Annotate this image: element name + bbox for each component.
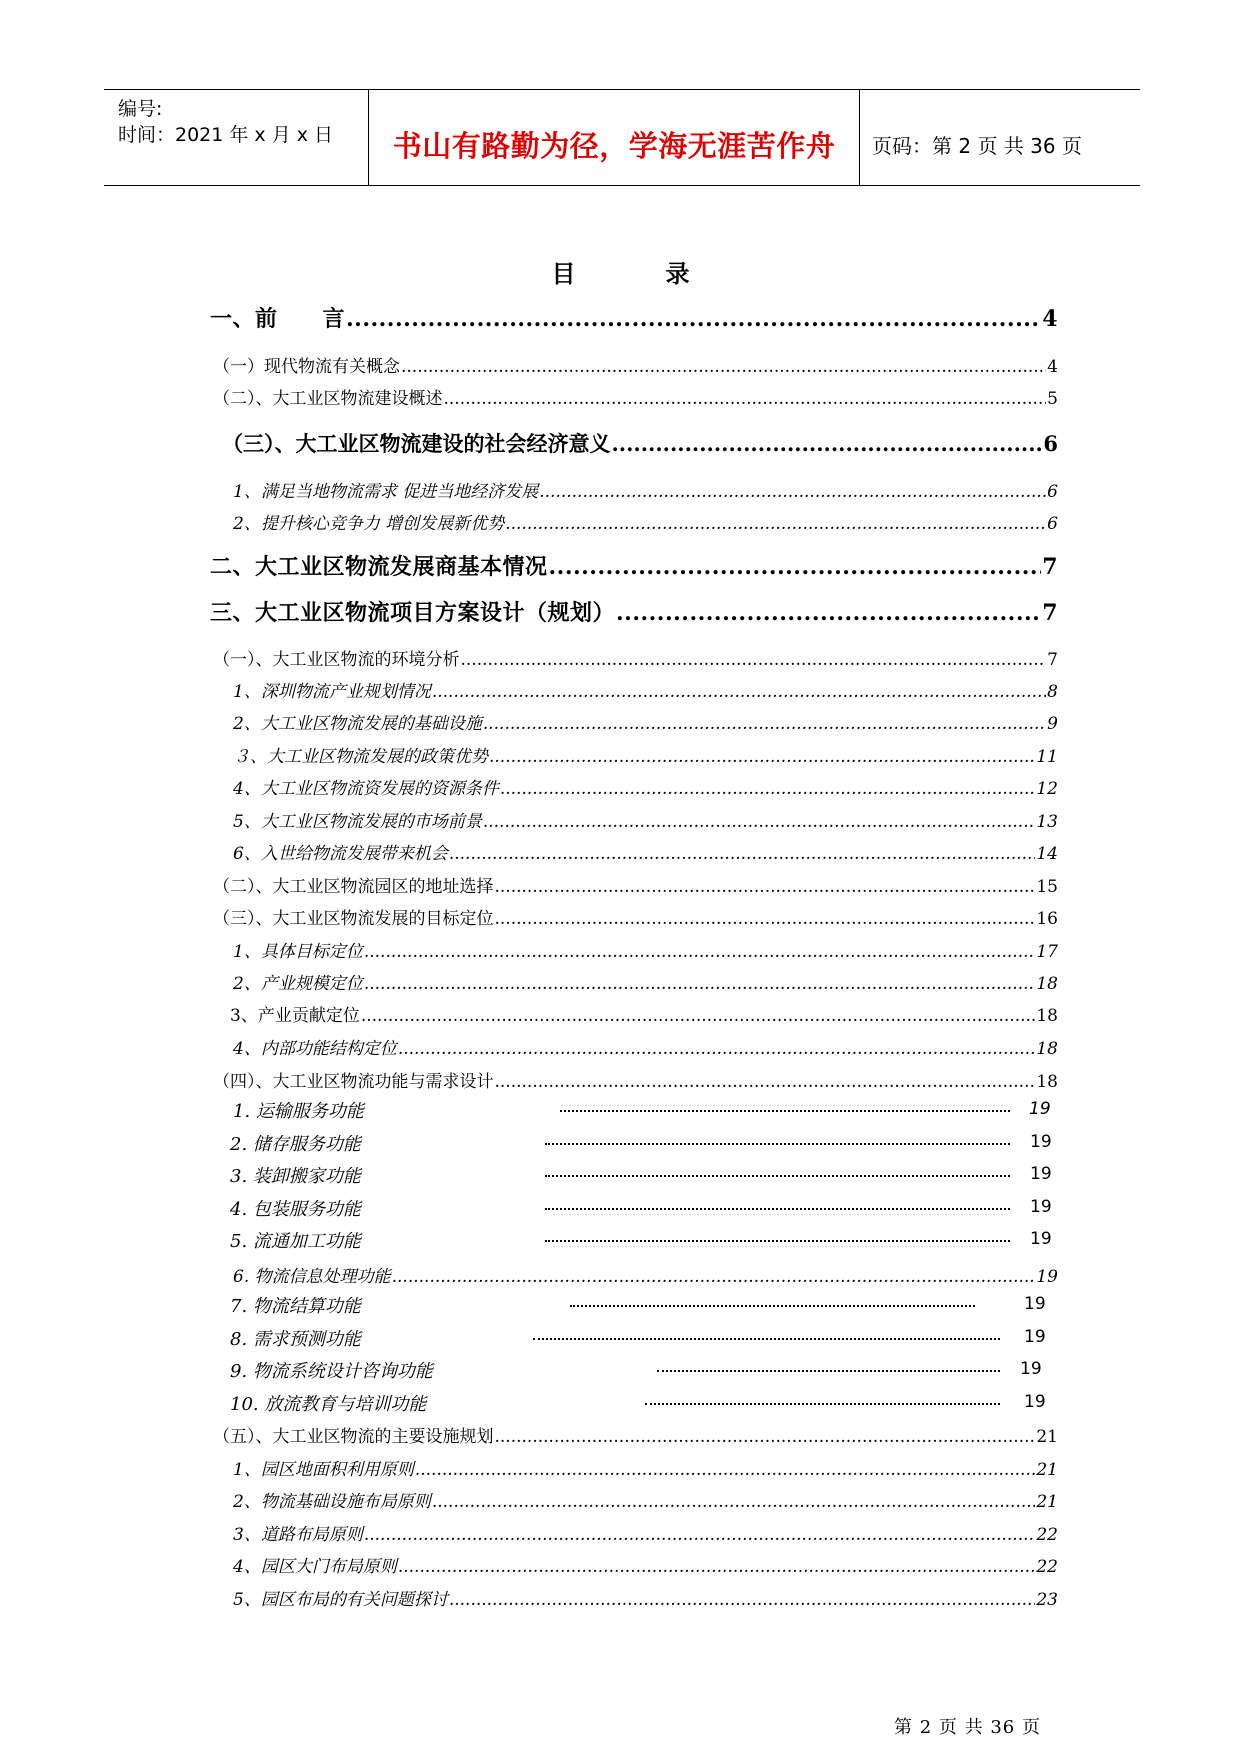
- toc-entry[interactable]: [213, 645, 1058, 670]
- toc-entry-label[interactable]: 4. 包装服务功能: [230, 1199, 361, 1220]
- toc-leader-dots: [612, 431, 1043, 456]
- toc-leader-dots: [449, 1590, 1036, 1610]
- toc-entry-label: 5、大工业区物流发展的市场前景: [233, 812, 482, 832]
- toc-entry-page: 9: [1047, 714, 1058, 734]
- toc-entry-label: 4、大工业区物流资发展的资源条件: [233, 779, 499, 799]
- toc-entry[interactable]: [213, 352, 1058, 377]
- toc-leader-dots: [364, 942, 1036, 962]
- toc-entry[interactable]: [233, 1455, 1058, 1480]
- toc-entry-page: 13: [1036, 812, 1058, 832]
- toc-entry[interactable]: [233, 807, 1058, 832]
- toc-entry[interactable]: [233, 709, 1058, 734]
- toc-entry-page: 19: [1030, 1197, 1052, 1217]
- toc-entry-page: 12: [1036, 779, 1058, 799]
- toc-entry-page: 22: [1036, 1557, 1058, 1577]
- toc-entry-label: 1、具体目标定位: [233, 942, 363, 962]
- toc-entry-label: 2、物流基础设施布局原则: [233, 1492, 431, 1512]
- toc-leader-dots: [545, 1141, 1010, 1145]
- toc-entry-page: 19: [1030, 1164, 1052, 1184]
- toc-leader-dots: [415, 1460, 1036, 1480]
- toc-entry-page: 19: [1036, 1267, 1058, 1287]
- toc-entry-label: （四）、大工业区物流功能与需求设计: [213, 1072, 494, 1092]
- toc-entry-label: 三、大工业区物流项目方案设计（规划）: [210, 600, 616, 626]
- toc-entry-label: 6. 物流信息处理功能: [233, 1267, 391, 1287]
- toc-entry[interactable]: [213, 872, 1058, 897]
- toc-entry-page: 19: [1029, 1099, 1051, 1119]
- toc-entry-page: 19: [1030, 1229, 1052, 1249]
- toc-entry-label: （一）、大工业区物流的环境分析: [213, 650, 460, 670]
- toc-leader-dots: [361, 1006, 1036, 1026]
- toc-entry-label: 二、大工业区物流发展商基本情况: [210, 554, 548, 580]
- toc-entry-page: 15: [1036, 877, 1058, 897]
- toc-entry-label[interactable]: 1. 运输服务功能: [233, 1101, 364, 1122]
- toc-leader-dots: [560, 1108, 1010, 1112]
- toc-entry-page: 21: [1036, 1427, 1058, 1447]
- toc-entry[interactable]: [233, 1585, 1058, 1610]
- toc-entry-page: 5: [1047, 389, 1058, 409]
- toc-entry-page: 4: [1042, 306, 1058, 332]
- document-code-label: 编号:: [118, 98, 163, 120]
- toc-entry-label[interactable]: 8. 需求预测功能: [230, 1329, 361, 1350]
- toc-entry[interactable]: [213, 1067, 1058, 1092]
- toc-leader-dots: [346, 306, 1041, 332]
- toc-leader-dots: [505, 514, 1046, 534]
- toc-leader-dots: [444, 389, 1047, 409]
- toc-entry-page: 18: [1036, 974, 1058, 994]
- toc-leader-dots: [398, 1039, 1036, 1059]
- toc-leader-dots: [401, 357, 1046, 377]
- toc-leader-dots: [364, 1525, 1036, 1545]
- toc-leader-dots: [495, 909, 1036, 929]
- toc-entry-page: 19: [1024, 1327, 1046, 1347]
- toc-entry-page: 22: [1036, 1525, 1058, 1545]
- toc-entry-page: 18: [1036, 1072, 1058, 1092]
- toc-entry[interactable]: [233, 1520, 1058, 1545]
- toc-entry-label: （三）、大工业区物流发展的目标定位: [213, 909, 494, 929]
- toc-entry-page: 19: [1020, 1359, 1042, 1379]
- toc-title-char: 目: [551, 259, 576, 288]
- toc-entry-label: （一）现代物流有关概念: [213, 357, 400, 377]
- toc-entry-label[interactable]: 10. 放流教育与培训功能: [230, 1394, 427, 1415]
- toc-entry-page: 18: [1036, 1039, 1058, 1059]
- toc-leader-dots: [495, 1072, 1036, 1092]
- header-right-cell: [860, 90, 1140, 185]
- toc-entry-page: 14: [1036, 844, 1058, 864]
- toc-entry-label: 1、深圳物流产业规划情况: [233, 682, 431, 702]
- toc-entry-page: 7: [1047, 650, 1058, 670]
- toc-entry-label[interactable]: 9. 物流系统设计咨询功能: [230, 1361, 433, 1382]
- toc-entry[interactable]: [233, 677, 1058, 702]
- toc-leader-dots: [545, 1173, 1010, 1177]
- toc-title: [0, 254, 1241, 289]
- toc-entry[interactable]: [233, 937, 1058, 962]
- toc-entry-page: 16: [1036, 909, 1058, 929]
- header-left-cell: [104, 90, 369, 185]
- toc-leader-dots: [432, 1492, 1036, 1512]
- toc-leader-dots: [495, 1427, 1036, 1447]
- toc-entry-label: 4、园区大门布局原则: [233, 1557, 397, 1577]
- toc-entry-page: 8: [1047, 682, 1058, 702]
- toc-entry[interactable]: [210, 596, 1058, 627]
- toc-leader-dots: [645, 1401, 1000, 1405]
- toc-entry-label: 2、提升核心竞争力 增创发展新优势: [233, 514, 505, 534]
- header-page-info: 页码：第 2 页 共 36 页: [872, 134, 1082, 158]
- toc-leader-dots: [483, 812, 1036, 832]
- header-middle-cell: [369, 90, 860, 185]
- toc-entry-page: 21: [1036, 1460, 1058, 1480]
- toc-entry-label[interactable]: 2. 储存服务功能: [230, 1134, 361, 1155]
- toc-entry-page: 17: [1036, 942, 1058, 962]
- toc-leader-dots: [483, 714, 1046, 734]
- toc-entry-page: 21: [1036, 1492, 1058, 1512]
- toc-entry[interactable]: [233, 774, 1058, 799]
- toc-leader-dots: [398, 1557, 1036, 1577]
- toc-entry[interactable]: [233, 509, 1058, 534]
- toc-leader-dots: [545, 1238, 1010, 1242]
- toc-entry-label: （二）、大工业区物流建设概述: [213, 389, 443, 409]
- toc-entry-label: 6、入世给物流发展带来机会: [233, 844, 448, 864]
- toc-entry-page: 19: [1030, 1132, 1052, 1152]
- toc-leader-dots: [461, 650, 1047, 670]
- toc-entry[interactable]: [213, 904, 1058, 929]
- toc-title-char: 录: [665, 259, 690, 288]
- toc-entry[interactable]: [233, 839, 1058, 864]
- toc-entry[interactable]: [213, 1422, 1058, 1447]
- page-footer: 第 2 页 共 36 页: [894, 1717, 1041, 1738]
- toc-leader-dots: [570, 1303, 975, 1307]
- toc-entry-label: 1、园区地面积利用原则: [233, 1460, 414, 1480]
- toc-leader-dots: [489, 747, 1035, 767]
- toc-entry-label: 4、内部功能结构定位: [233, 1039, 397, 1059]
- toc-entry-page: 6: [1047, 514, 1058, 534]
- toc-leader-dots: [545, 1206, 1010, 1210]
- toc-entry-page: 18: [1036, 1006, 1058, 1026]
- toc-leader-dots: [539, 482, 1046, 502]
- toc-entry-label[interactable]: 7. 物流结算功能: [230, 1296, 361, 1317]
- toc-entry-label: 5、园区布局的有关问题探讨: [233, 1590, 448, 1610]
- toc-leader-dots: [364, 974, 1036, 994]
- toc-entry-page: 19: [1024, 1294, 1046, 1314]
- toc-entry-label: 2、产业规模定位: [233, 974, 363, 994]
- toc-entry-page: 19: [1024, 1392, 1046, 1412]
- toc-leader-dots: [495, 877, 1036, 897]
- header-motto: 书山有路勤为径，学海无涯苦作舟: [392, 129, 836, 163]
- toc-entry-page: 11: [1036, 747, 1058, 767]
- toc-leader-dots: [500, 779, 1036, 799]
- toc-entry[interactable]: [233, 969, 1058, 994]
- toc-entry[interactable]: [213, 384, 1058, 409]
- toc-entry-page: 6: [1043, 431, 1058, 456]
- toc-leader-dots: [392, 1267, 1036, 1287]
- toc-entry[interactable]: [210, 302, 1058, 333]
- toc-entry-label: 2、大工业区物流发展的基础设施: [233, 714, 482, 734]
- toc-entry-label: 1、满足当地物流需求 促进当地经济发展: [233, 482, 539, 502]
- toc-entry-page: 4: [1047, 357, 1058, 377]
- toc-leader-dots: [432, 682, 1046, 702]
- toc-entry[interactable]: [230, 1001, 1058, 1026]
- toc-entry-page: 23: [1036, 1590, 1058, 1610]
- toc-entry-label[interactable]: 3. 装卸搬家功能: [230, 1166, 361, 1187]
- page-header: [104, 89, 1140, 186]
- toc-entry-label: 3、产业贡献定位: [230, 1006, 360, 1026]
- toc-entry-label[interactable]: 5. 流通加工功能: [230, 1231, 361, 1252]
- toc-entry[interactable]: [233, 1552, 1058, 1577]
- toc-entry[interactable]: [210, 550, 1058, 581]
- toc-entry[interactable]: [233, 1262, 1058, 1287]
- toc-entry-label: （二）、大工业区物流园区的地址选择: [213, 877, 494, 897]
- toc-leader-dots: [533, 1336, 1000, 1340]
- toc-entry-page: 7: [1042, 554, 1058, 580]
- document-time-label: 时间：2021 年 x 月 x 日: [118, 124, 334, 146]
- toc-entry-page: 6: [1047, 482, 1058, 502]
- toc-entry-label: 3、道路布局原则: [233, 1525, 363, 1545]
- toc-leader-dots: [549, 554, 1042, 580]
- toc-entry-page: 7: [1042, 600, 1058, 626]
- toc-leader-dots: [449, 844, 1036, 864]
- toc-leader-dots: [657, 1368, 1000, 1372]
- toc-entry[interactable]: [233, 1034, 1058, 1059]
- toc-entry[interactable]: [233, 1487, 1058, 1512]
- toc-entry-label: ３、大工业区物流发展的政策优势: [233, 747, 488, 767]
- toc-entry-label: （三）、大工业区物流建设的社会经济意义: [222, 431, 611, 456]
- toc-entry[interactable]: [222, 428, 1058, 458]
- toc-entry[interactable]: [233, 477, 1058, 502]
- toc-entry-label: （五）、大工业区物流的主要设施规划: [213, 1427, 494, 1447]
- toc-entry-label: 一、前 言: [210, 306, 346, 332]
- toc-entry[interactable]: [233, 742, 1058, 767]
- toc-leader-dots: [616, 600, 1041, 626]
